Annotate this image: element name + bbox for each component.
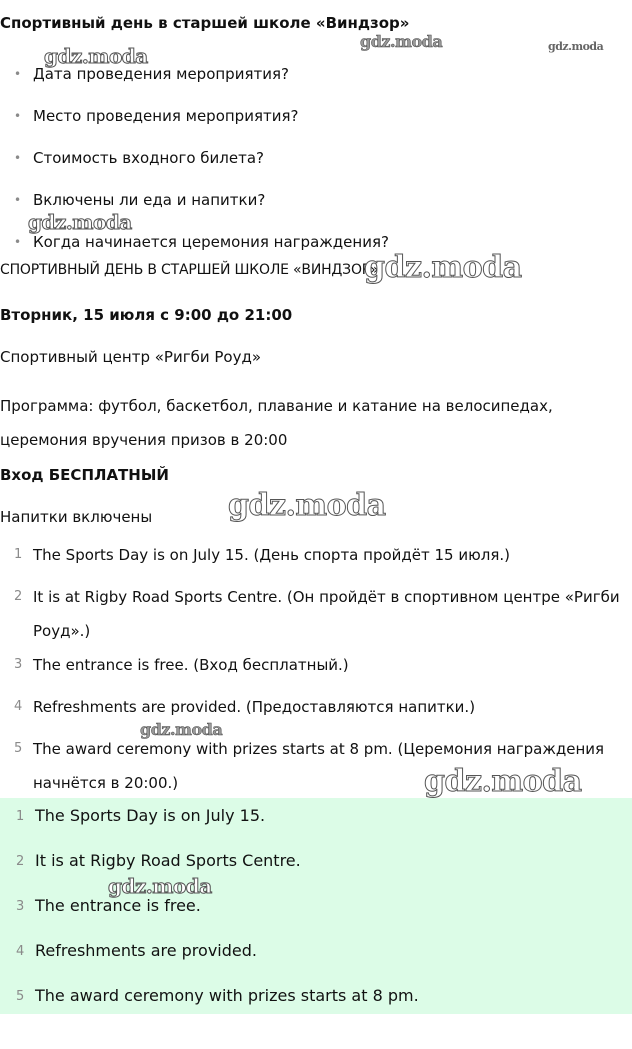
question-list [0,62,389,272]
question-item [0,104,389,146]
question-text: Включены ли еда и напитки? [33,191,266,209]
short-answer-text: Refreshments are provided. [35,941,257,960]
answer-box [0,798,632,1014]
short-answer-number: 2 [16,854,25,869]
short-answer-number: 5 [16,989,25,1004]
bullet-marker: • [14,193,22,207]
bullet-marker: • [14,151,22,165]
short-answer-text: The award ceremony with prizes starts at 8 pm. [35,986,419,1005]
watermark: gdz.moda [140,720,223,739]
answer-number: 1 [14,547,23,562]
short-answer-number: 3 [16,899,25,914]
watermark: gdz.moda [548,40,604,53]
bullet-marker: • [14,109,22,123]
watermark: gdz.moda [28,210,132,234]
answer-item [0,690,632,732]
watermark: gdz.moda [424,764,582,799]
bullet-marker: • [14,235,22,249]
page-title: Спортивный день в старшей школе «Виндзор» [0,14,410,32]
flyer-date: Вторник, 15 июля с 9:00 до 21:00 [0,306,293,324]
short-answer-item [0,986,419,1031]
short-answer-text: It is at Rigby Road Sports Centre. [35,851,301,870]
watermark: gdz.moda [360,32,443,51]
watermark: gdz.moda [228,488,386,523]
question-item [0,62,389,104]
question-item [0,146,389,188]
flyer-entry: Вход БЕСПЛАТНЫЙ [0,466,169,484]
short-answer-item [0,896,419,941]
answer-number: 4 [14,699,23,714]
answer-text: The award ceremony with prizes starts at 8 pm. (Церемония награждения начнётся в 20:00.) [33,740,605,792]
watermark: gdz.moda [44,44,148,68]
question-text: Когда начинается церемония награждения? [33,233,389,251]
answer-text: It is at Rigby Road Sports Centre. (Он пройдёт в спортивном центре «Ригби Роуд».) [33,588,620,640]
answer-item [0,580,632,648]
watermark: gdz.moda [108,874,212,898]
short-answer-text: The entrance is free. [35,896,201,915]
question-text: Дата проведения мероприятия? [33,65,289,83]
short-answer-number: 1 [16,809,25,824]
question-text: Стоимость входного билета? [33,149,265,167]
answer-list [0,538,632,800]
bullet-marker: • [14,67,22,81]
short-answer-text: The Sports Day is on July 15. [35,806,266,825]
question-text: Место проведения мероприятия? [33,107,299,125]
answer-text: The Sports Day is on July 15. (День спорта пройдёт 15 июля.) [33,546,510,564]
flyer-drinks: Напитки включены [0,508,153,526]
answer-item [0,648,632,690]
short-answer-number: 4 [16,944,25,959]
answer-text: Refreshments are provided. (Предоставляются напитки.) [33,698,476,716]
answer-number: 2 [14,589,23,604]
short-answer-list [0,806,419,1031]
short-answer-item [0,806,419,851]
answer-number: 5 [14,741,23,756]
answer-number: 3 [14,657,23,672]
answer-text: The entrance is free. (Вход бесплатный.) [33,656,349,674]
flyer-program: Программа: футбол, баскетбол, плавание и катание на велосипедах, церемония вручения призов в 20:00 [0,397,553,449]
watermark: gdz.moda [364,250,522,285]
answer-item [0,538,632,580]
short-answer-item [0,941,419,986]
flyer-place: Спортивный центр «Ригби Роуд» [0,348,262,366]
flyer-heading: СПОРТИВНЫЙ ДЕНЬ В СТАРШЕЙ ШКОЛЕ «ВИНДЗОР» [0,262,379,278]
